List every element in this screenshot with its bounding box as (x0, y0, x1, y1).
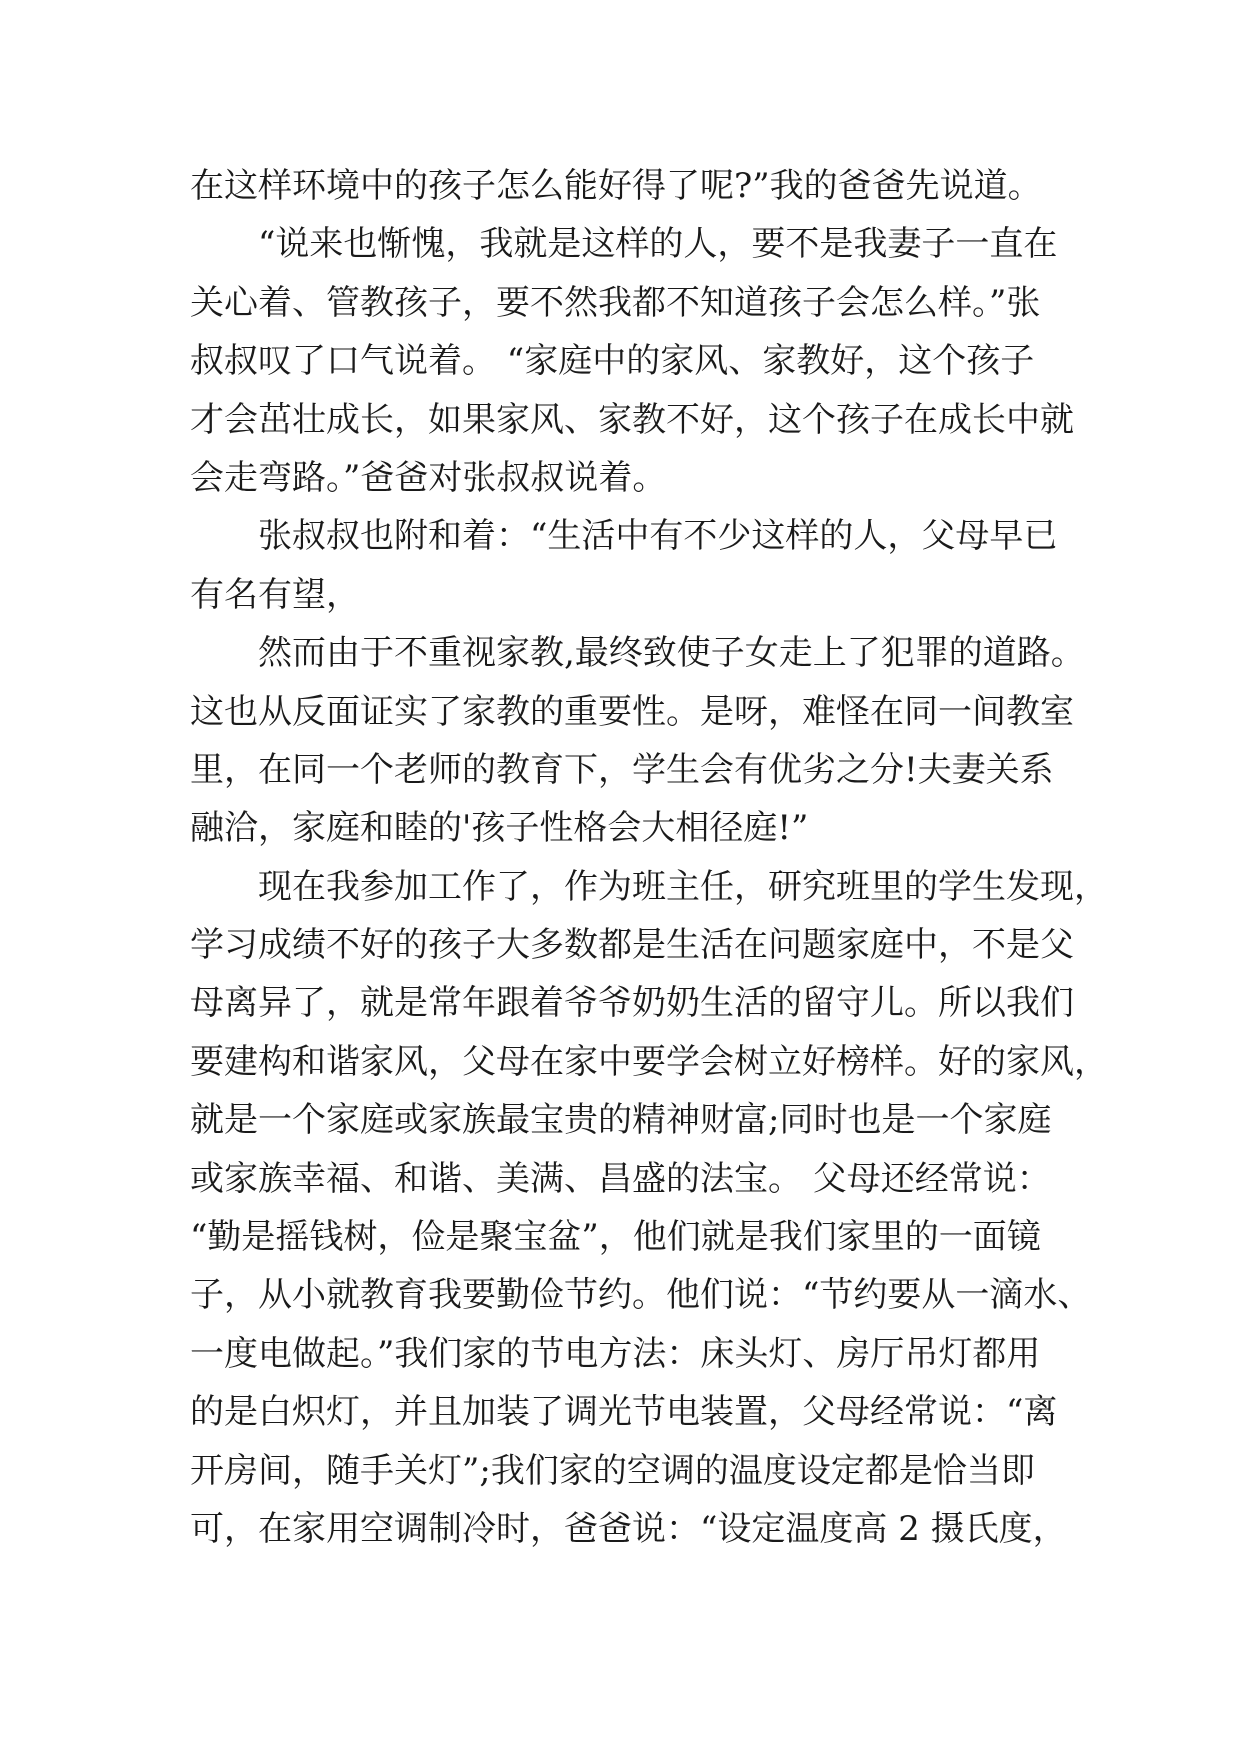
text-line: 才会茁壮成长，如果家风、家教不好，这个孩子在成长中就 (190, 399, 1074, 440)
text-line: 在这样环境中的孩子怎么能好得了呢?”我的爸爸先说道。 (190, 166, 1042, 206)
text-line: 母离异了，就是常年跟着爷爷奶奶生活的留守儿。所以我们 (190, 983, 1074, 1024)
text-line: 的是白炽灯，并且加装了调光节电装置，父母经常说：“离 (190, 1392, 1058, 1433)
text-line: 叔叔叹了口气说着。 “家庭中的家风、家教好，这个孩子 (190, 341, 1035, 382)
text-line: 就是一个家庭或家族最宝贵的精神财富;同时也是一个家庭 (190, 1100, 1052, 1141)
text-line: 或家族幸福、和谐、美满、昌盛的法宝。 父母还经常说： (190, 1158, 1051, 1199)
text-line: 然而由于不重视家教,最终致使子女走上了犯罪的道路。 (258, 633, 1085, 674)
text-line: 开房间，随手关灯”;我们家的空调的温度设定都是恰当即 (190, 1450, 1035, 1491)
text-line: 张叔叔也附和着：“生活中有不少这样的人，父母早已 (258, 516, 1058, 557)
text-line: 子，从小就教育我要勤俭节约。他们说：“节约要从一滴水、 (190, 1275, 1092, 1316)
text-line: 会走弯路。”爸爸对张叔叔说着。 (190, 457, 667, 498)
text-line: 要建构和谐家风，父母在家中要学会树立好榜样。好的家风， (190, 1041, 1108, 1082)
text-line: 关心着、管教孩子，要不然我都不知道孩子会怎么样。”张 (190, 282, 1041, 323)
body-text (190, 157, 1108, 1558)
text-line: 这也从反面证实了家教的重要性。是呀，难怪在同一间教室 (190, 691, 1074, 732)
text-line: 现在我参加工作了，作为班主任，研究班里的学生发现， (258, 866, 1108, 907)
text-line: 学习成绩不好的孩子大多数都是生活在问题家庭中，不是父 (190, 925, 1074, 966)
text-line: 有名有望， (190, 574, 360, 615)
text-line: 里，在同一个老师的教育下，学生会有优劣之分!夫妻关系 (190, 749, 1054, 790)
text-line: 可，在家用空调制冷时，爸爸说：“设定温度高 2 摄氏度， (190, 1508, 1067, 1549)
text-line: “说来也惭愧，我就是这样的人，要不是我妻子一直在 (258, 224, 1058, 265)
text-line: “勤是摇钱树，俭是聚宝盆”，他们就是我们家里的一面镜 (190, 1217, 1041, 1258)
text-line: 一度电做起。”我们家的节电方法：床头灯、房厅吊灯都用 (190, 1333, 1041, 1374)
text-line: 融洽，家庭和睦的'孩子性格会大相径庭!” (190, 808, 809, 849)
